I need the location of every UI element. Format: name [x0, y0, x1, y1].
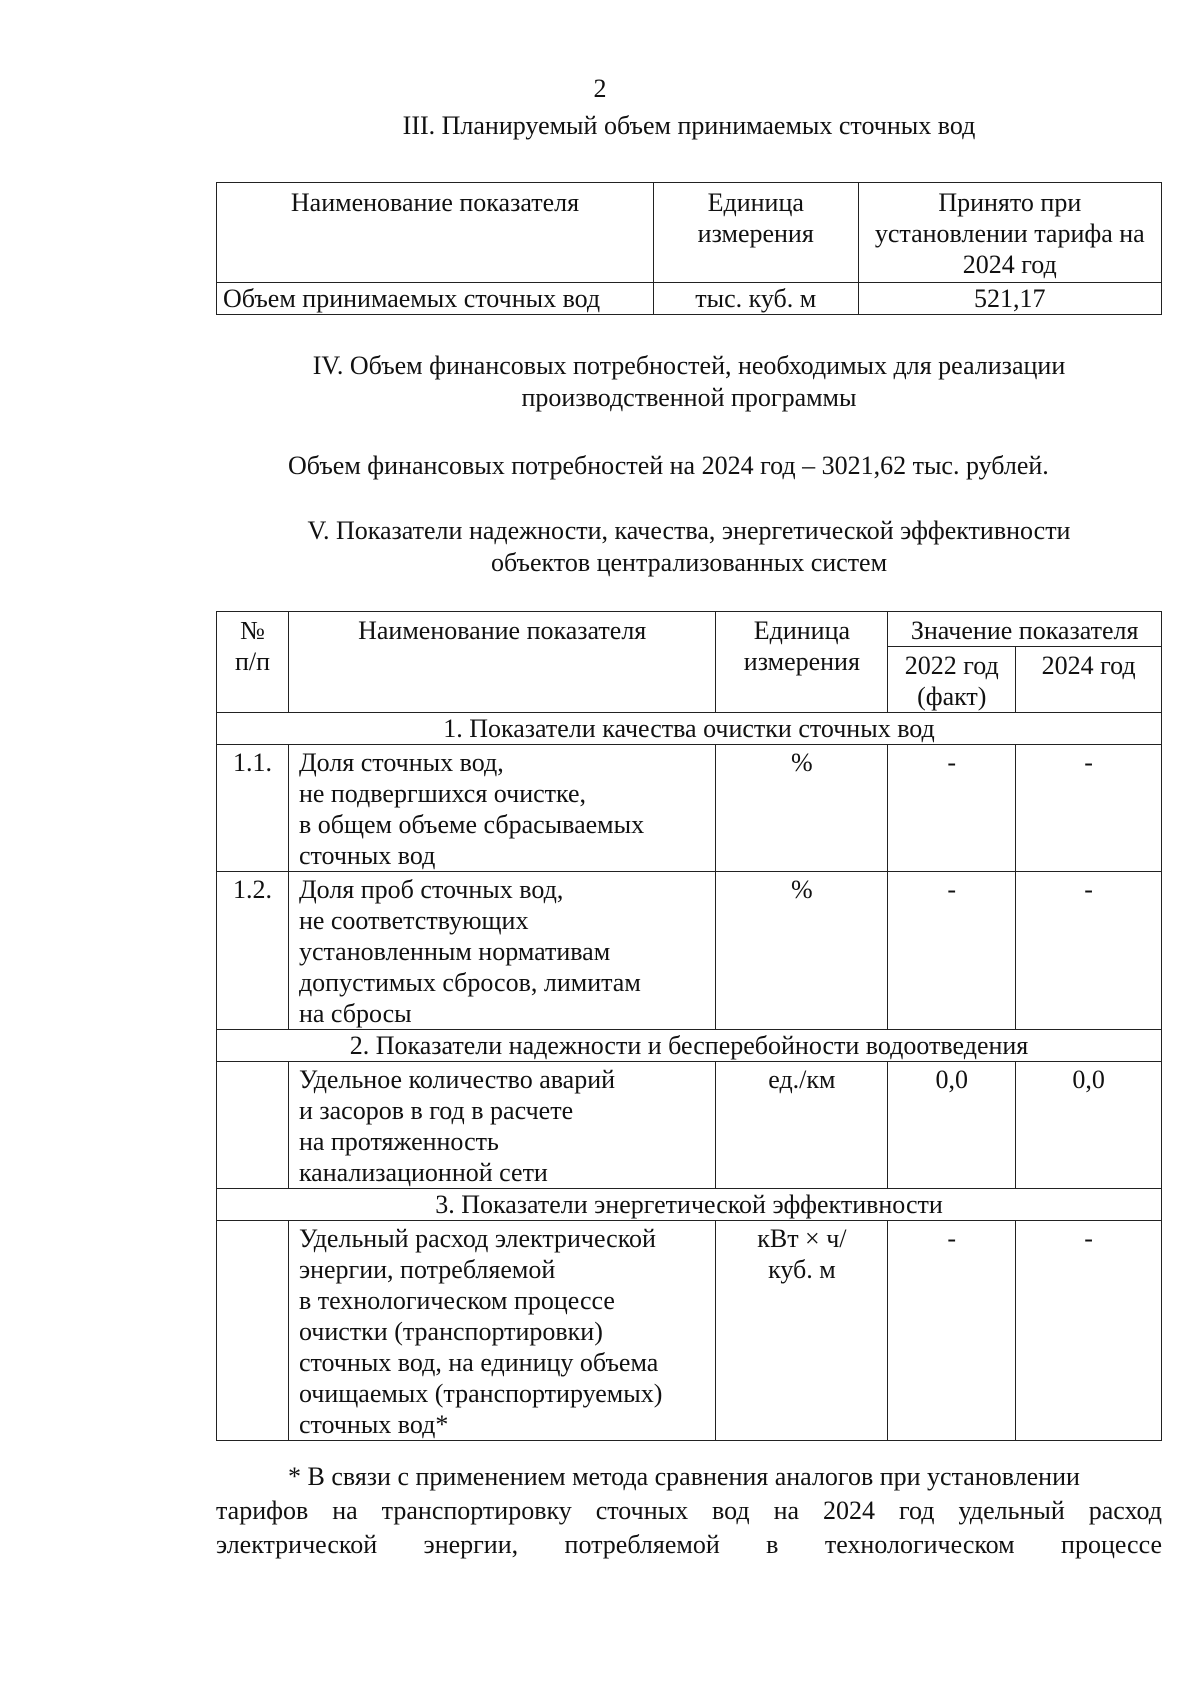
group-row-1 [217, 713, 1162, 745]
row-number [217, 1221, 289, 1441]
header-indicator-name: Наименование показателя [217, 183, 654, 283]
name-line: канализационной сети [298, 1158, 548, 1187]
name-line: установленным нормативам [298, 937, 611, 966]
name-line: Удельный расход электрической [298, 1224, 656, 1253]
name-line: сточных вод, на единицу объема [298, 1348, 659, 1377]
indicators-table [216, 611, 1162, 1441]
table-row [217, 872, 1162, 1030]
row-indicator-name [288, 745, 716, 872]
section-5-title-line1: V. Показатели надежности, качества, энергетической эффективности [307, 516, 1071, 545]
planned-volume-table [216, 182, 1162, 315]
section-4-title-line2: производственной программы [521, 383, 857, 412]
header-unit [653, 183, 858, 283]
row-number: 1.2. [217, 872, 289, 1030]
name-line: и засоров в год в расчете [298, 1096, 574, 1125]
table-row [217, 1221, 1162, 1441]
cell-unit: тыс. куб. м [653, 283, 858, 315]
header-2024: 2024 год [1016, 647, 1162, 713]
row-value-2024: 0,0 [1016, 1062, 1162, 1189]
header-number-text: № п/п [234, 616, 270, 676]
row-value-2022: - [888, 872, 1016, 1030]
page-number: 2 [593, 74, 607, 103]
name-line: Доля проб сточных вод, [298, 875, 564, 904]
name-line: в общем объеме сбрасываемых [298, 810, 645, 839]
cell-indicator-name: Объем принимаемых сточных вод [217, 283, 654, 315]
row-value-2022: - [888, 1221, 1016, 1441]
row-unit: % [716, 872, 888, 1030]
unit-line: куб. м [768, 1255, 836, 1284]
name-line: не соответствующих [298, 906, 529, 935]
cell-value: 521,17 [858, 283, 1161, 315]
row-value-2024: - [1016, 1221, 1162, 1441]
name-line: очистки (транспортировки) [298, 1317, 603, 1346]
row-indicator-name [288, 872, 716, 1030]
section-3-title: III. Планируемый объем принимаемых сточных вод [402, 111, 976, 140]
name-line: в технологическом процессе [298, 1286, 615, 1315]
name-line: сточных вод* [298, 1410, 449, 1439]
row-indicator-name [288, 1221, 716, 1441]
financial-needs-text: Объем финансовых потребностей на 2024 год – 3021,62 тыс. рублей. [288, 451, 1049, 480]
name-line: на протяженность [298, 1127, 499, 1156]
group-3-title: 3. Показатели энергетической эффективности [217, 1189, 1162, 1221]
name-line: энергии, потребляемой [298, 1255, 556, 1284]
group-2-title: 2. Показатели надежности и бесперебойности водоотведения [217, 1030, 1162, 1062]
name-line: Доля сточных вод, [298, 748, 504, 777]
header-value: Значение показателя [888, 612, 1162, 647]
table-header-row [217, 183, 1162, 283]
group-row-3 [217, 1189, 1162, 1221]
section-4-title-line1: IV. Объем финансовых потребностей, необходимых для реализации [312, 351, 1066, 380]
header-indicator-name: Наименование показателя [288, 612, 716, 713]
row-unit [716, 1221, 888, 1441]
row-unit: ед./км [716, 1062, 888, 1189]
table-header-row [217, 612, 1162, 647]
footnote-line-1: * В связи с применением метода сравнения аналогов при установлении [288, 1462, 1080, 1491]
header-2022 [888, 647, 1016, 713]
row-value-2022: 0,0 [888, 1062, 1016, 1189]
header-number [217, 612, 289, 713]
name-line: Удельное количество аварий [298, 1065, 616, 1094]
header-unit [716, 612, 888, 713]
table-row [217, 1062, 1162, 1189]
row-value-2022: - [888, 745, 1016, 872]
row-value-2024: - [1016, 872, 1162, 1030]
name-line: не подвергшихся очистке, [298, 779, 587, 808]
name-line: сточных вод [298, 841, 436, 870]
header-unit-text: Единица измерения [743, 616, 860, 676]
header-2022-text: 2022 год (факт) [904, 651, 999, 711]
footnote-line-3: электрической энергии, потребляемой в технологическом процессе [216, 1530, 1162, 1559]
group-1-title: 1. Показатели качества очистки сточных вод [217, 713, 1162, 745]
unit-line: кВт × ч/ [757, 1224, 847, 1253]
name-line: допустимых сбросов, лимитам [298, 968, 641, 997]
header-tariff: Принято при установлении тарифа на 2024 год [858, 183, 1161, 283]
row-indicator-name [288, 1062, 716, 1189]
row-value-2024: - [1016, 745, 1162, 872]
name-line: на сбросы [298, 999, 412, 1028]
group-row-2 [217, 1030, 1162, 1062]
row-number [217, 1062, 289, 1189]
row-number: 1.1. [217, 745, 289, 872]
section-5-title-line2: объектов централизованных систем [490, 548, 888, 577]
row-unit: % [716, 745, 888, 872]
header-unit-text: Единица измерения [697, 188, 814, 248]
name-line: очищаемых (транспортируемых) [298, 1379, 663, 1408]
table-row [217, 745, 1162, 872]
footnote [216, 1460, 1162, 1562]
footnote-line-2: тарифов на транспортировку сточных вод на 2024 год удельный расход [216, 1496, 1162, 1525]
table-row [217, 283, 1162, 315]
